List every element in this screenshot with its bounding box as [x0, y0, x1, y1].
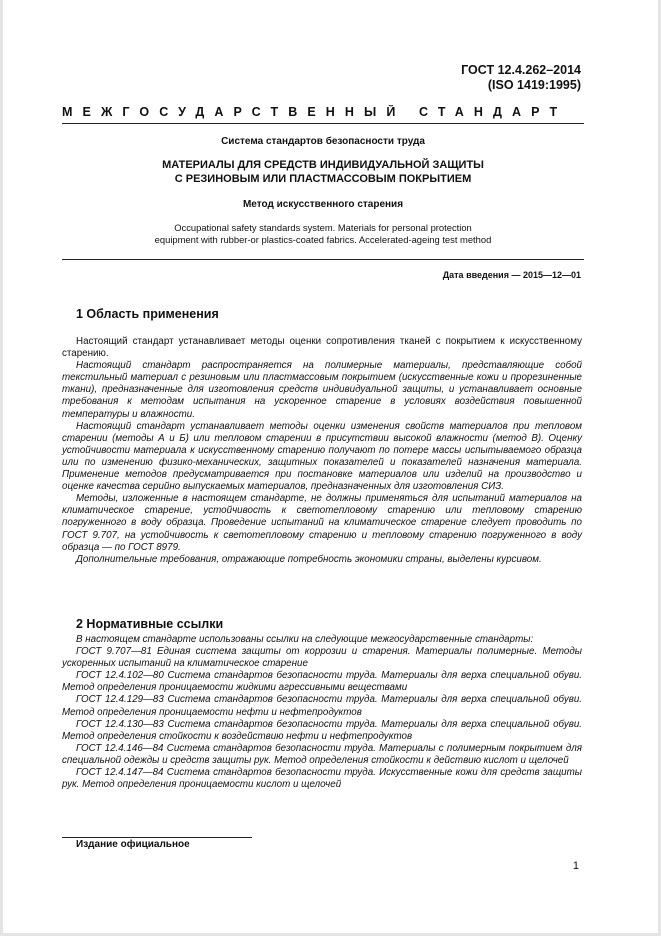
reference-item: ГОСТ 12.4.102—80 Система стандартов безопасности труда. Материалы для верха специальной обуви. Метод определения проницаемости жидкими агрессивными веществами	[62, 670, 582, 694]
english-title	[62, 222, 584, 246]
section-2-body	[62, 634, 582, 791]
page-edge-left	[0, 0, 3, 936]
gost-number: ГОСТ 12.4.262–2014	[461, 63, 581, 77]
reference-item: ГОСТ 12.4.129—83 Система стандартов безопасности труда. Материалы для верха специальной обуви. Метод определения проницаемости нефти и нефтепродуктов	[62, 694, 582, 718]
title-line-1: МАТЕРИАЛЫ ДЛЯ СРЕДСТВ ИНДИВИДУАЛЬНОЙ ЗАЩИТЫ	[162, 159, 484, 171]
reference-item: ГОСТ 9.707—81 Единая система защиты от коррозии и старения. Материалы полимерные. Методы ускоренных испытаний на климатическое старение	[62, 646, 582, 670]
title-line-2: С РЕЗИНОВЫМ ИЛИ ПЛАСТМАССОВЫМ ПОКРЫТИЕМ	[174, 173, 472, 185]
document-subtitle: Метод искусственного старения	[242, 199, 404, 210]
paragraph: В настоящем стандарте использованы ссылки на следующие межгосударственные стандарты:	[76, 634, 534, 645]
paragraph: Настоящий стандарт устанавливает методы оценки изменения свойств материалов при тепловом старении (методы А и Б) или тепловом старении в присутствии высокой влажности (метод В). Оценку устойчивости материала к искусственному старению получают по потере массы испытываемого образца или по изменению физико-механических, защитных показателей и показателей назначения материала. Применение методов предусматривается при постановке материалов или изделий на производство и оценке качества серийно выпускаемых материалов, предназначенных для изготовления СИЗ.	[62, 420, 582, 493]
edition-label: Издание официальное	[76, 839, 190, 850]
english-title-line-2: equipment with rubber-or plastics-coated fabrics. Accelerated-ageing test method	[154, 234, 492, 246]
introduction-date: Дата введения — 2015—12—01	[442, 270, 581, 280]
reference-item: ГОСТ 12.4.130—83 Система стандартов безопасности труда. Материалы для верха специальной обуви. Метод определения стойкости к воздействию нефти и нефтепродуктов	[62, 718, 582, 742]
reference-item: ГОСТ 12.4.147—84 Система стандартов безопасности труда. Искусственные кожи для средств защиты рук. Метод определения проницаемости кислот и щелочей	[62, 767, 582, 791]
standard-banner: МЕЖГОСУДАРСТВЕННЫЙ СТАНДАРТ	[62, 105, 568, 119]
header-divider	[62, 123, 584, 124]
iso-number: (ISO 1419:1995)	[487, 78, 581, 92]
paragraph: Настоящий стандарт распространяется на полимерные материалы, представляющие собой текстильный материал с резиновым или пластмассовым покрытием (искусственные кожи и прорезиненные ткани), предназначенные для изготовления средств индивидуальной защиты, и устанавливает основные требования к методам испытания на ускоренное старение в условиях воздействия повышенной температуры и влажности.	[62, 360, 582, 420]
system-line: Система стандартов безопасности труда	[221, 136, 425, 147]
paragraph: Настоящий стандарт устанавливает методы оценки сопротивления тканей с покрытием к искусственному старению.	[62, 336, 582, 360]
page-number: 1	[572, 860, 579, 872]
document-title	[62, 158, 584, 186]
section-2-heading: 2 Нормативные ссылки	[76, 617, 224, 631]
paragraph: Дополнительные требования, отражающие потребность экономики страны, выделены курсивом.	[76, 553, 542, 565]
paragraph: Методы, изложенные в настоящем стандарте, не должны применяться для испытаний материалов на климатическое старение, устойчивость к светотепловому старению или тепловому старению погруженного в воду образца. Проведение испытаний на климатическое старение следует проводить по ГОСТ 9.707, на устойчивость к светотепловому старению и тепловому старению погруженного в воду образца — по ГОСТ 8979.	[62, 493, 582, 553]
section-1-heading: 1 Область применения	[76, 307, 219, 321]
section-1-body	[62, 336, 582, 566]
title-divider	[62, 259, 584, 260]
reference-item: ГОСТ 12.4.146—84 Система стандартов безопасности труда. Материалы с полимерным покрытием для специальной одежды и средств защиты рук. Метод определения стойкости к действию кислот и щелочей	[62, 742, 582, 766]
english-title-line-1: Occupational safety standards system. Materials for personal protection	[174, 222, 472, 233]
gost-identifier	[461, 63, 581, 93]
footer-divider	[62, 837, 252, 838]
